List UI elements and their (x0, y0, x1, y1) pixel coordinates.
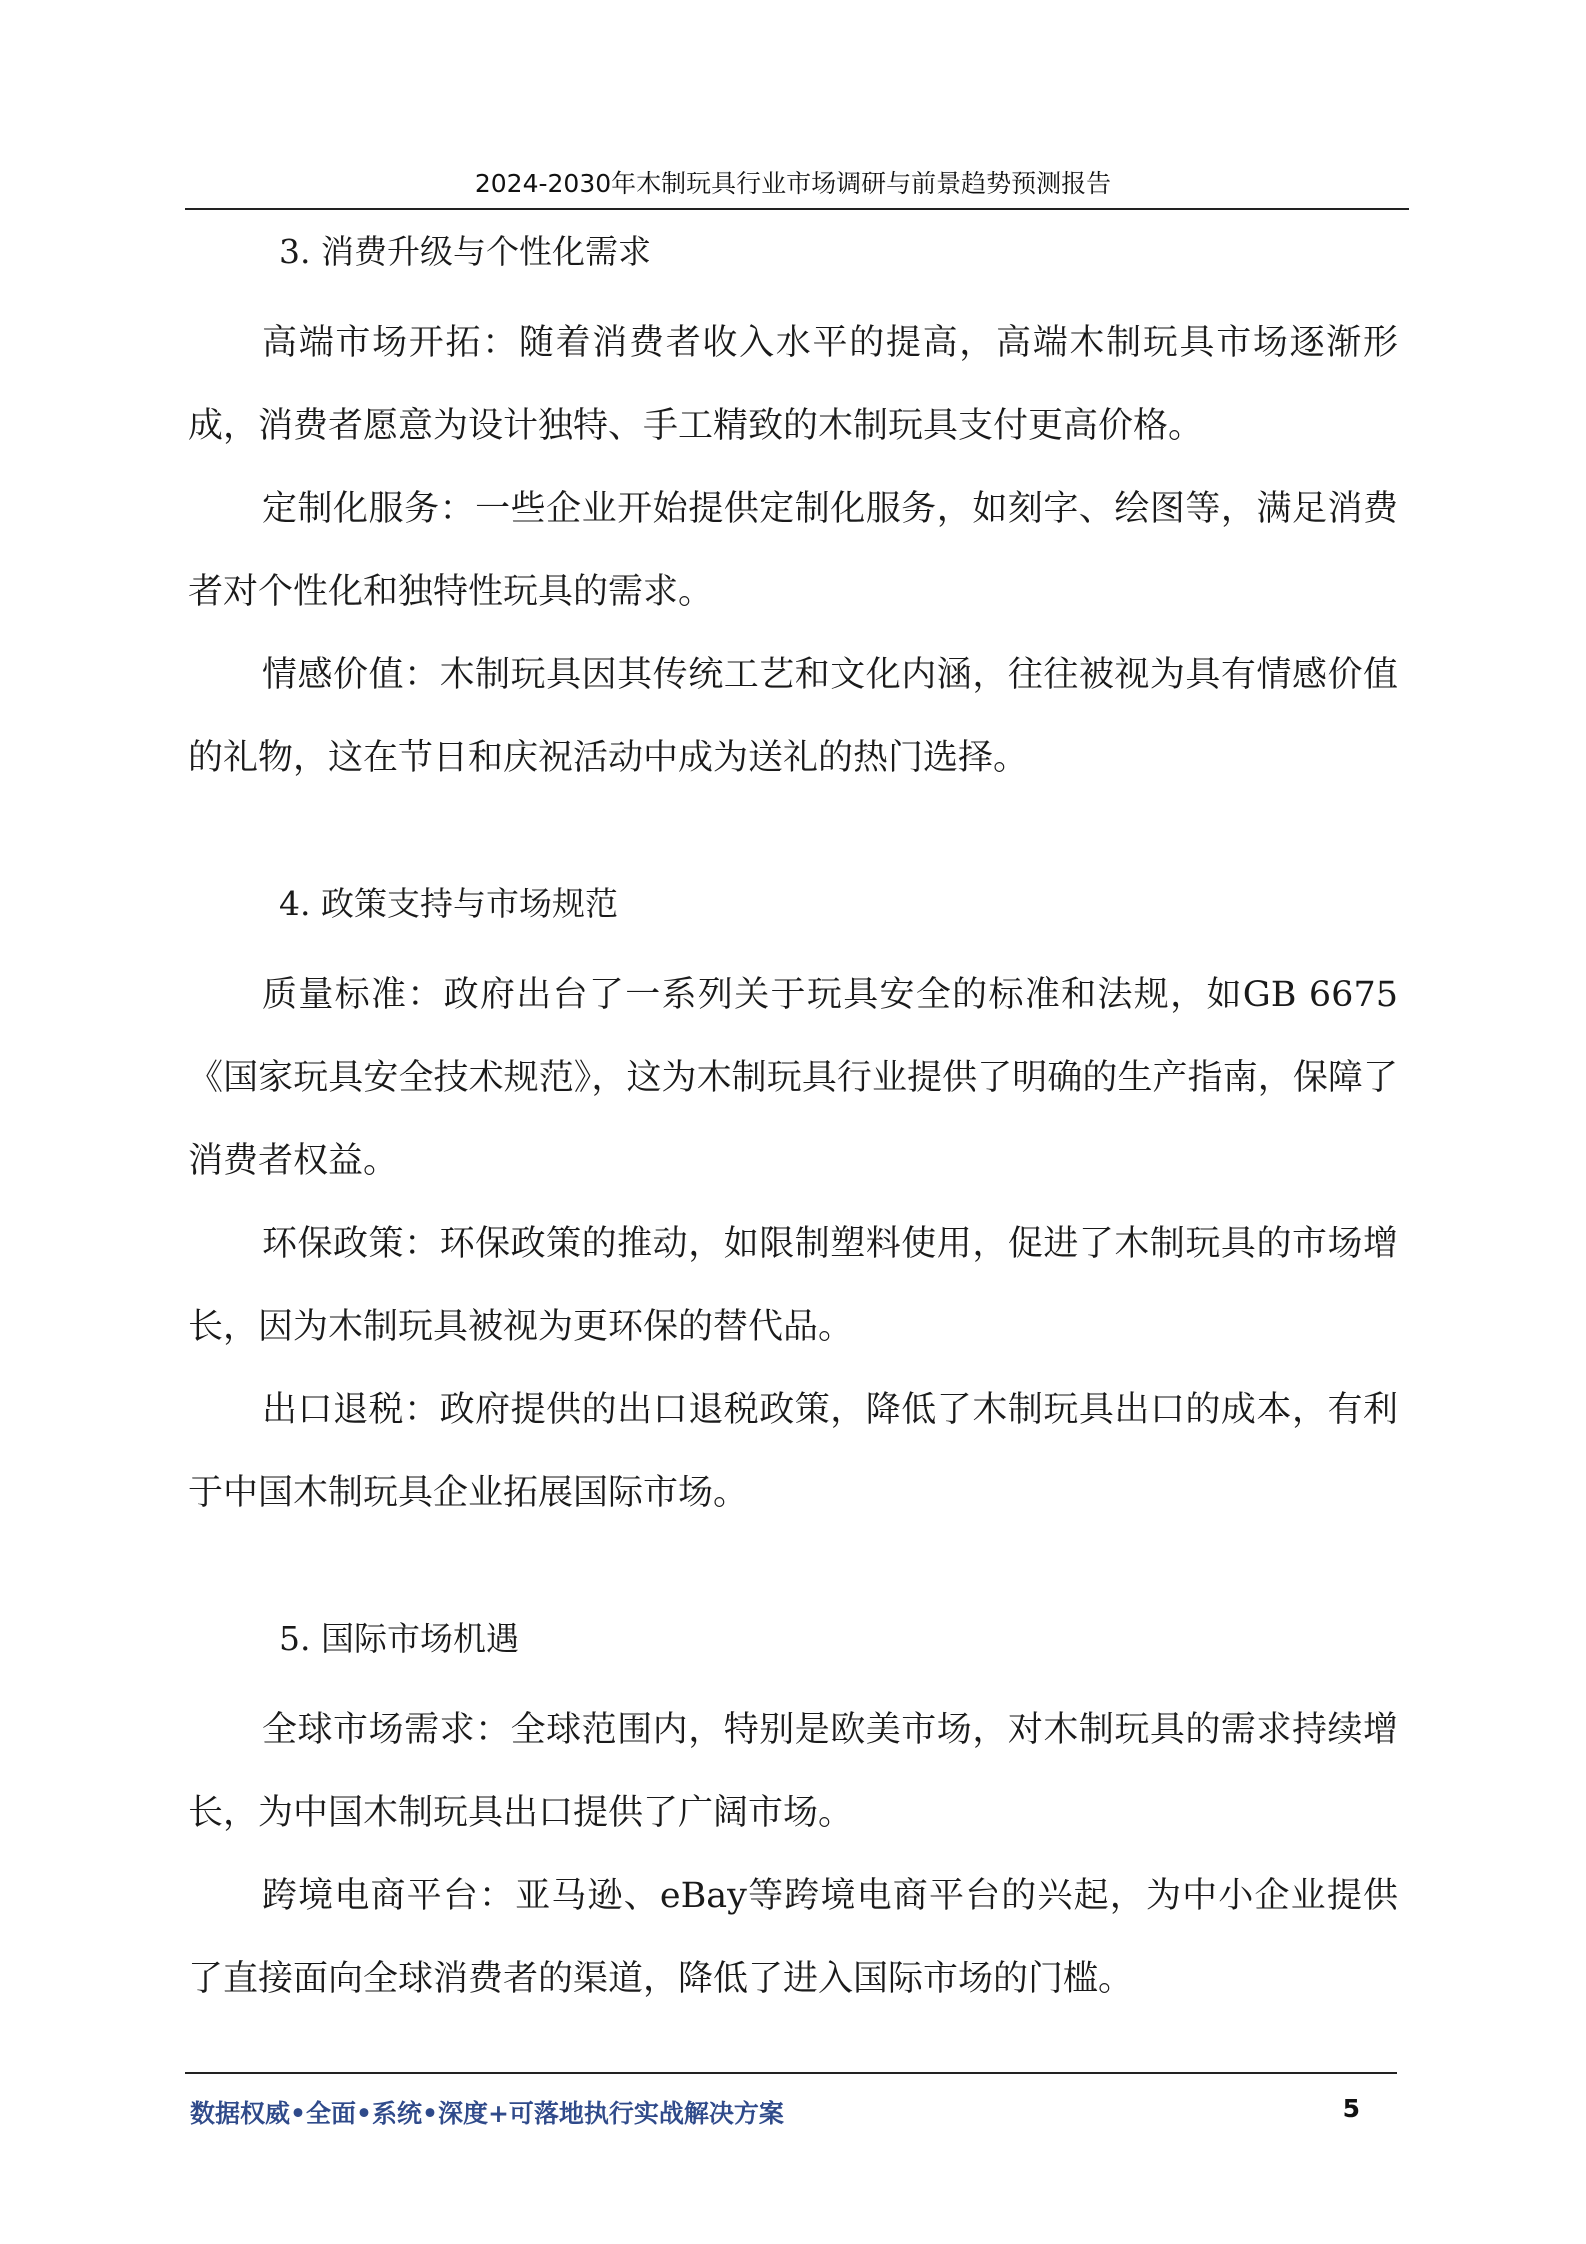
paragraph-export-tax-rebate: 出口退税：政府提供的出口退税政策，降低了木制玩具出口的成本，有利于中国木制玩具企业拓展国际市场。 (188, 1390, 1398, 1513)
section-spacer (188, 800, 1398, 882)
section-heading: 4. 政策支持与市场规范 (279, 884, 618, 923)
section-consumption-upgrade (188, 230, 1398, 800)
paragraph-emotional-value: 情感价值：木制玩具因其传统工艺和文化内涵，往往被视为具有情感价值的礼物，这在节日和庆祝活动中成为送礼的热门选择。 (188, 655, 1398, 778)
paragraph-environmental-policy: 环保政策：环保政策的推动，如限制塑料使用，促进了木制玩具的市场增长，因为木制玩具被视为更环保的替代品。 (188, 1224, 1398, 1347)
paragraph-global-demand: 全球市场需求：全球范围内，特别是欧美市场，对木制玩具的需求持续增长，为中国木制玩具出口提供了广阔市场。 (188, 1710, 1398, 1833)
report-header-title: 2024-2030年木制玩具行业市场调研与前景趋势预测报告 (474, 169, 1112, 198)
footer-slogan: 数据权威•全面•系统•深度+可落地执行实战解决方案 (190, 2099, 784, 2128)
paragraph-high-end-market: 高端市场开拓：随着消费者收入水平的提高，高端木制玩具市场逐渐形成，消费者愿意为设计独特、手工精致的木制玩具支付更高价格。 (188, 323, 1398, 446)
header-divider (185, 208, 1409, 210)
section-international-market (188, 1617, 1398, 2021)
section-policy-support (188, 882, 1398, 1535)
footer-divider (185, 2072, 1397, 2074)
paragraph-customization: 定制化服务：一些企业开始提供定制化服务，如刻字、绘图等，满足消费者对个性化和独特性玩具的需求。 (188, 489, 1398, 612)
section-spacer (188, 1535, 1398, 1617)
section-heading: 5. 国际市场机遇 (279, 1619, 519, 1658)
section-heading: 3. 消费升级与个性化需求 (279, 232, 651, 271)
paragraph-quality-standards: 质量标准：政府出台了一系列关于玩具安全的标准和法规，如GB 6675《国家玩具安全技术规范》，这为木制玩具行业提供了明确的生产指南，保障了消费者权益。 (188, 975, 1398, 1181)
paragraph-cross-border-ecommerce: 跨境电商平台：亚马逊、eBay等跨境电商平台的兴起，为中小企业提供了直接面向全球消费者的渠道，降低了进入国际市场的门槛。 (188, 1876, 1398, 1999)
report-body (188, 230, 1398, 2021)
page-number: 5 (1342, 2094, 1360, 2123)
